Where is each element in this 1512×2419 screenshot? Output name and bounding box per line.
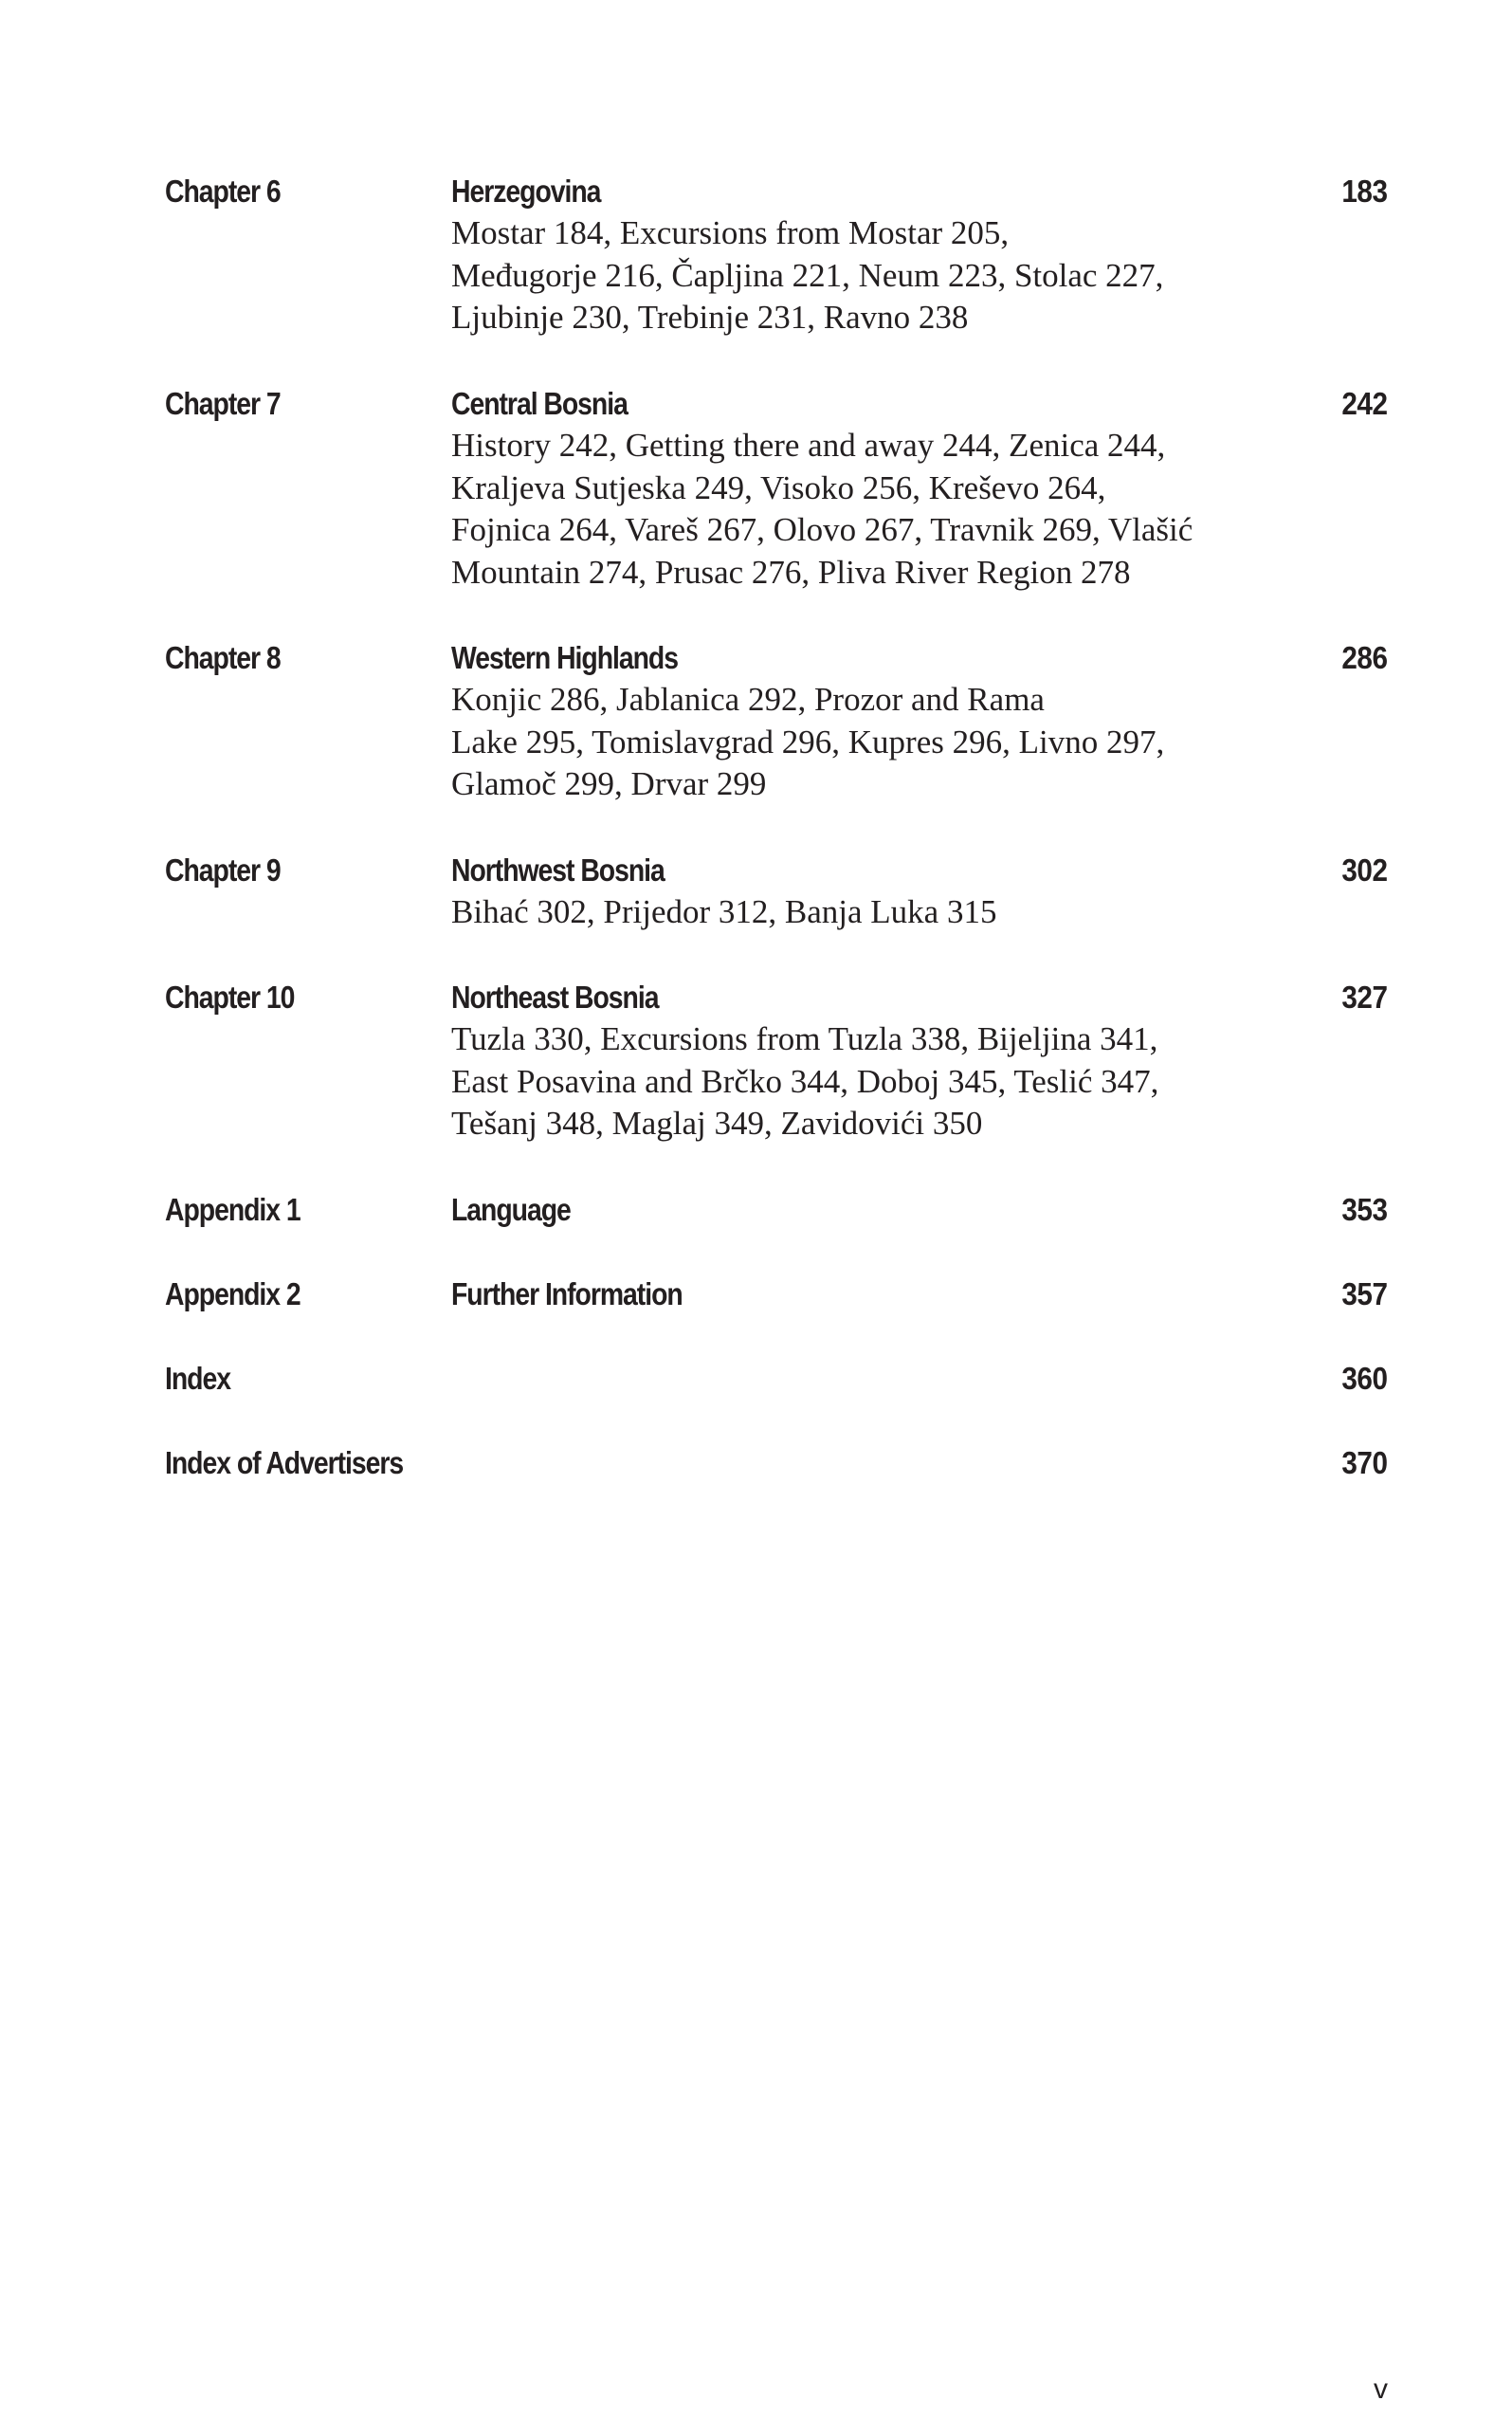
entry-label: Chapter 6 <box>165 174 281 209</box>
description-line: Tuzla 330, Excursions from Tuzla 338, Bijeljina 341, <box>451 1020 1158 1057</box>
entry-description <box>451 1018 1158 1145</box>
entry-label: Index <box>165 1361 230 1396</box>
description-line: Mountain 274, Prusac 276, Pliva River Region 278 <box>451 554 1131 592</box>
entry-page-number: 302 <box>1341 852 1388 888</box>
entry-page-number: 357 <box>1341 1276 1388 1311</box>
entry-title: Western Highlands <box>451 640 678 675</box>
description-line: Međugorje 216, Čapljina 221, Neum 223, Stolac 227, <box>451 256 1164 294</box>
entry-label: Chapter 8 <box>165 640 281 675</box>
entry-description <box>451 679 1164 806</box>
entry-page-number: 370 <box>1341 1445 1388 1480</box>
entry-title: Language <box>451 1192 571 1227</box>
entry-page-number: 360 <box>1341 1361 1388 1396</box>
entry-description <box>451 425 1193 595</box>
entry-page-number: 242 <box>1341 386 1388 421</box>
description-line: East Posavina and Brčko 344, Doboj 345, Teslić 347, <box>451 1062 1159 1100</box>
description-line: Lake 295, Tomislavgrad 296, Kupres 296, Livno 297, <box>451 723 1165 761</box>
entry-label: Index of Advertisers <box>165 1445 404 1480</box>
entry-label: Chapter 9 <box>165 852 281 888</box>
entry-label: Appendix 1 <box>165 1192 301 1227</box>
description-line: Fojnica 264, Vareš 267, Olovo 267, Travnik 269, Vlašić <box>451 511 1193 549</box>
entry-title: Northeast Bosnia <box>451 980 659 1015</box>
description-line: Konjic 286, Jablanica 292, Prozor and Rama <box>451 681 1045 718</box>
description-line: Ljubinje 230, Trebinje 231, Ravno 238 <box>451 299 969 337</box>
entry-description <box>451 891 996 934</box>
description-line: Glamoč 299, Drvar 299 <box>451 765 767 803</box>
entry-page-number: 183 <box>1341 174 1388 209</box>
entry-page-number: 353 <box>1341 1192 1388 1227</box>
description-line: Mostar 184, Excursions from Mostar 205, <box>451 214 1010 251</box>
entry-title: Central Bosnia <box>451 386 628 421</box>
entry-title: Further Information <box>451 1276 683 1311</box>
description-line: Bihać 302, Prijedor 312, Banja Luka 315 <box>451 893 997 930</box>
entry-title: Herzegovina <box>451 174 601 209</box>
entry-title: Northwest Bosnia <box>451 852 665 888</box>
entry-page-number: 286 <box>1341 640 1388 675</box>
entry-description <box>451 212 1163 339</box>
description-line: Tešanj 348, Maglaj 349, Zavidovići 350 <box>451 1105 983 1143</box>
entry-page-number: 327 <box>1341 980 1388 1015</box>
entry-label: Appendix 2 <box>165 1276 301 1311</box>
entry-label: Chapter 7 <box>165 386 281 421</box>
description-line: Kraljeva Sutjeska 249, Visoko 256, Kreševo 264, <box>451 468 1106 506</box>
description-line: History 242, Getting there and away 244, Zenica 244, <box>451 427 1166 464</box>
page-folio: v <box>1374 2373 1388 2405</box>
entry-label: Chapter 10 <box>165 980 295 1015</box>
